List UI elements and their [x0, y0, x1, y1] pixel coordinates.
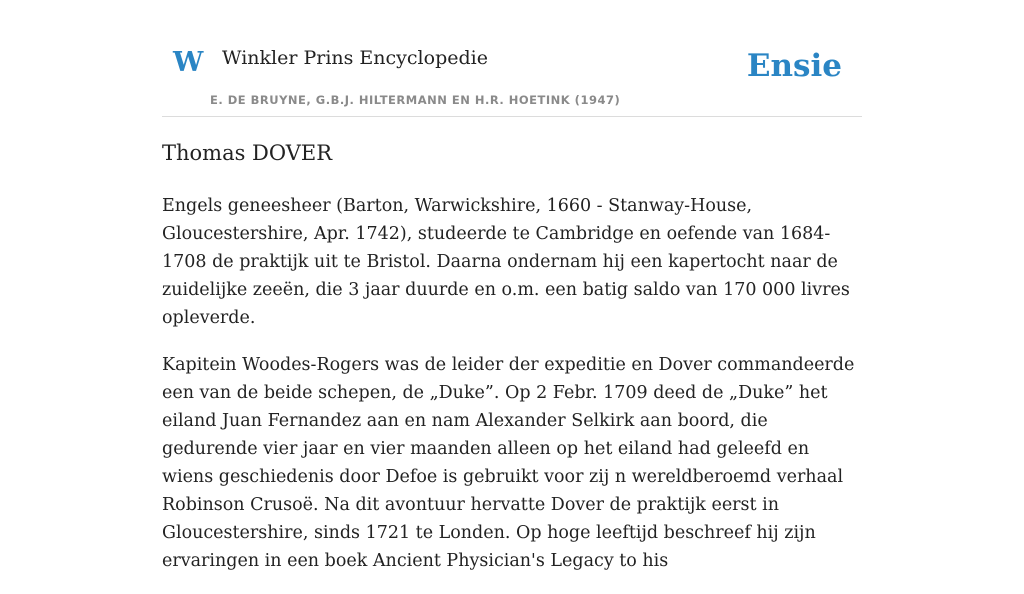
ensie-logo[interactable]: Ensie: [746, 48, 842, 84]
article-paragraph-2: Kapitein Woodes-Rogers was de leider der expeditie en Dover commandeerde een van de beide schepen, de „Duke”. Op 2 Febr. 1709 deed de „Duke” het eiland Juan Fernandez aan en nam Alexander Selkirk aan boord, die gedurende vier jaar en vier maanden alleen op het eiland had geleefd en wiens geschiedenis door Defoe is gebruikt voor zij n wereldberoemd verhaal Robinson Crusoë. Na dit avontuur hervatte Dover de praktijk eerst in Gloucestershire, sinds 1721 te Londen. Op hoge leeftijd beschreef hij zijn ervaringen in een boek Ancient Physician's Legacy to his: [162, 355, 855, 571]
article-body: [162, 192, 862, 594]
source-header: [162, 0, 862, 117]
article-title: Thomas DOVER: [162, 141, 333, 165]
source-title-link[interactable]: Winkler Prins Encyclopedie: [222, 47, 488, 69]
page: [162, 0, 862, 571]
article-paragraph-1: Engels geneesheer (Barton, Warwickshire, 1660 - Stanway-House, Gloucestershire, Apr. 1742), studeerde te Cambridge en oefende van 1684-1708 de praktijk uit te Bristol. Daarna ondernam hij een kapertocht naar de zuidelijke zeeën, die 3 jaar duurde en o.m. een batig saldo van 170 000 livres opleverde.: [162, 196, 850, 328]
source-logo-icon[interactable]: W: [173, 47, 204, 78]
source-authors: E. DE BRUYNE, G.B.J. HILTERMANN EN H.R. HOETINK (1947): [210, 93, 621, 107]
